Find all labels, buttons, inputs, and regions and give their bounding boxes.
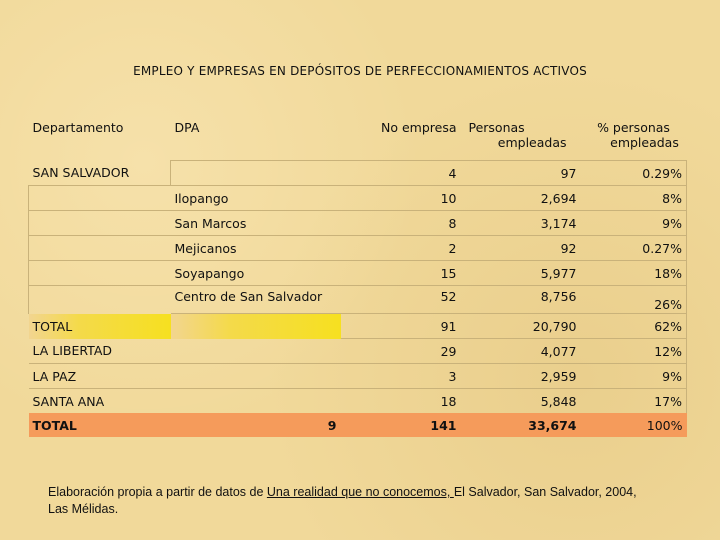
header-pct-line1: % personas	[597, 120, 670, 135]
personas-cell: 3,174	[461, 211, 581, 236]
personas-cell: 20,790	[461, 314, 581, 339]
header-pct-line2: empleadas	[610, 135, 679, 150]
empresas-cell: 3	[341, 364, 461, 389]
source-note	[48, 484, 648, 518]
header-dpa: DPA	[174, 120, 200, 135]
empresas-cell: 8	[341, 211, 461, 236]
empresas-cell: 2	[341, 236, 461, 261]
empty-cell	[171, 314, 341, 339]
header-row	[29, 116, 687, 161]
table-row	[29, 186, 687, 211]
dpa-cell: San Marcos	[171, 211, 341, 236]
source-prefix: Elaboración propia a partir de datos de	[48, 485, 267, 499]
empresas-cell: 141	[341, 413, 461, 437]
header-no-empresa: No empresa	[380, 120, 457, 135]
dpa-cell: Mejicanos	[171, 236, 341, 261]
personas-cell: 2,959	[461, 364, 581, 389]
dpa-cell: Centro de San Salvador	[171, 286, 341, 314]
source-book-title: Una realidad que no conocemos,	[266, 485, 454, 499]
personas-cell: 4,077	[461, 339, 581, 364]
pct-cell: 0.27%	[581, 236, 687, 261]
table-row	[29, 261, 687, 286]
empresas-cell: 52	[341, 286, 461, 314]
empresas-cell: 4	[341, 161, 461, 186]
pct-cell: 100%	[581, 413, 687, 437]
pct-cell: 9%	[581, 211, 687, 236]
header-personas	[461, 116, 581, 161]
personas-cell: 2,694	[461, 186, 581, 211]
dpa-cell: Soyapango	[171, 261, 341, 286]
departamento-cell: LA PAZ	[29, 364, 171, 389]
empty-cell	[171, 339, 341, 364]
pct-cell: 17%	[581, 389, 687, 414]
header-pct	[581, 116, 687, 161]
row-grand-total	[29, 413, 687, 437]
empresas-cell: 18	[440, 393, 457, 409]
pct-cell: 12%	[581, 339, 687, 364]
pct-cell: 8%	[581, 186, 687, 211]
personas-cell: 5,848	[540, 393, 577, 409]
table-row	[29, 211, 687, 236]
row-la-libertad	[29, 339, 687, 364]
empty-cell	[29, 236, 171, 261]
header-departamento: Departamento	[32, 120, 124, 135]
personas-cell: 33,674	[461, 413, 581, 437]
row-total-san-salvador	[29, 314, 687, 339]
row-san-salvador	[29, 161, 687, 186]
dpa-count-cell: 9	[171, 413, 341, 437]
page-title: EMPLEO Y EMPRESAS EN DEPÓSITOS DE PERFECCIONAMIENTOS ACTIVOS	[133, 64, 587, 78]
source-suffix: El Salvador, San Salvador, 2004, Las Mélidas.	[48, 485, 637, 516]
pct-cell: 26%	[581, 286, 687, 314]
pct-cell: 0.29%	[581, 161, 687, 186]
table-row	[29, 286, 687, 314]
row-santa-ana	[29, 389, 687, 414]
departamento-cell: LA LIBERTAD	[29, 339, 171, 364]
total-label-cell: TOTAL	[29, 314, 171, 339]
pct-cell: 9%	[581, 364, 687, 389]
personas-cell: 97	[461, 161, 581, 186]
empty-cell	[29, 261, 171, 286]
dpa-cell: Ilopango	[171, 186, 341, 211]
header-personas-line2: empleadas	[497, 135, 567, 150]
employment-table	[28, 116, 687, 437]
row-la-paz	[29, 364, 687, 389]
empresas-cell: 29	[341, 339, 461, 364]
empresas-cell: 15	[341, 261, 461, 286]
personas-cell: 5,977	[461, 261, 581, 286]
pct-cell: 18%	[581, 261, 687, 286]
personas-cell: 92	[461, 236, 581, 261]
pct-cell: 62%	[581, 314, 687, 339]
total-label-cell: TOTAL	[29, 413, 171, 437]
table-row	[29, 236, 687, 261]
departamento-cell: SAN SALVADOR	[32, 165, 130, 181]
empty-cell	[29, 211, 171, 236]
personas-cell: 8,756	[461, 286, 581, 314]
departamento-cell: SANTA ANA	[32, 393, 105, 409]
empty-cell	[29, 286, 171, 314]
empty-cell	[171, 389, 341, 414]
empty-cell	[29, 186, 171, 211]
empresas-cell: 10	[341, 186, 461, 211]
header-personas-line1: Personas	[468, 120, 525, 135]
empty-cell	[171, 364, 341, 389]
dpa-cell	[171, 161, 341, 186]
empresas-cell: 91	[341, 314, 461, 339]
